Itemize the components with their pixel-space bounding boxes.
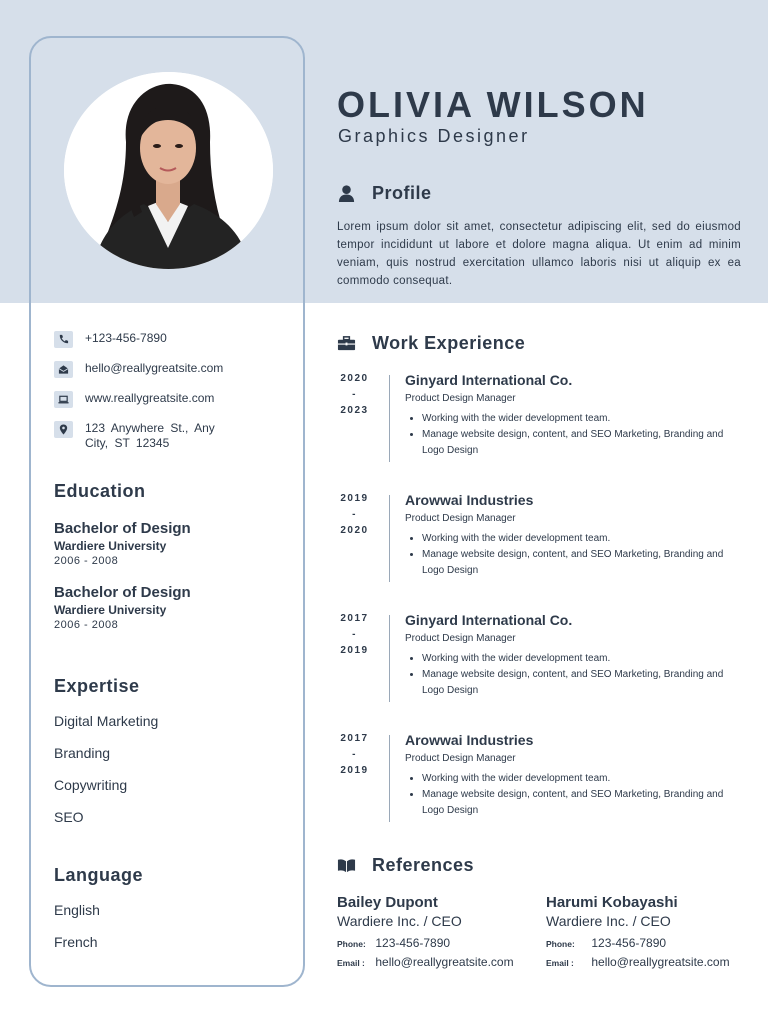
job-entry <box>337 491 724 585</box>
language-section <box>54 865 284 950</box>
reference-name: Bailey Dupont <box>337 894 438 911</box>
references-heading: References <box>372 855 475 875</box>
reference-card <box>337 893 552 971</box>
work-heading-row <box>337 333 525 354</box>
language-item: French <box>54 934 98 950</box>
education-degree: Bachelor of Design <box>54 584 191 601</box>
job-company: Ginyard International Co. <box>405 372 573 388</box>
job-details <box>405 371 725 459</box>
reference-phone-label: Phone: <box>337 939 366 949</box>
timeline-divider <box>389 735 390 822</box>
job-company: Arowwai Industries <box>405 492 534 508</box>
job-start-year: 2019 <box>340 493 369 504</box>
reference-email[interactable]: hello@reallygreatsite.com <box>375 955 514 969</box>
job-title: Product Design Manager <box>405 393 516 404</box>
education-years: 2006 - 2008 <box>54 555 119 567</box>
job-company: Ginyard International Co. <box>405 612 573 628</box>
language-item: English <box>54 902 100 918</box>
job-bullet: • Working with the wider development team. <box>422 411 725 427</box>
job-bullet-list <box>405 771 725 819</box>
profile-text: Lorem ipsum dolor sit amet, consectetur adipiscing elit, sed do eiusmod tempor incididunt ut labore et dolore magna aliqua. Ut enim ad minim veniam, quis nostrud exercitation ullamco laboris nisi ut aliquip ex ea commodo consequat. <box>337 221 741 287</box>
contact-list <box>54 331 254 464</box>
job-years <box>337 731 372 779</box>
job-years <box>337 371 372 419</box>
job-entry <box>337 371 724 465</box>
reference-name: Harumi Kobayashi <box>546 894 678 911</box>
job-bullet: • Working with the wider development team. <box>422 651 725 667</box>
profile-heading: Profile <box>372 183 432 203</box>
job-year-separator: - <box>352 749 357 760</box>
job-bullet: • Manage website design, content, and SEO Marketing, Branding and Logo Design <box>422 547 725 579</box>
briefcase-icon <box>337 334 356 353</box>
job-bullet: • Working with the wider development team. <box>422 771 725 787</box>
reference-company: Wardiere Inc. / CEO <box>546 913 671 929</box>
reference-phone-row <box>546 935 761 952</box>
phone-icon <box>54 331 73 348</box>
job-start-year: 2017 <box>340 733 369 744</box>
contact-phone-text[interactable]: +123-456-7890 <box>85 331 167 345</box>
job-company: Arowwai Industries <box>405 732 534 748</box>
job-end-year: 2019 <box>340 645 369 656</box>
contact-address <box>54 421 254 451</box>
candidate-role: Graphics Designer <box>338 126 530 146</box>
job-title: Product Design Manager <box>405 753 516 764</box>
reference-phone-row <box>337 935 552 952</box>
contact-email-text[interactable]: hello@reallygreatsite.com <box>85 361 224 375</box>
job-bullet: • Manage website design, content, and SEO Marketing, Branding and Logo Design <box>422 787 725 819</box>
timeline-divider <box>389 495 390 582</box>
job-bullet-list <box>405 411 725 459</box>
timeline-divider <box>389 375 390 462</box>
education-years: 2006 - 2008 <box>54 619 119 631</box>
location-pin-icon <box>54 421 73 438</box>
contact-phone <box>54 331 254 348</box>
education-degree: Bachelor of Design <box>54 520 191 537</box>
education-school: Wardiere University <box>54 603 167 617</box>
reference-company: Wardiere Inc. / CEO <box>337 913 462 929</box>
reference-email-row <box>546 954 761 971</box>
job-title: Product Design Manager <box>405 633 516 644</box>
expertise-item: SEO <box>54 809 84 825</box>
job-entry <box>337 611 724 705</box>
job-bullet: • Manage website design, content, and SEO Marketing, Branding and Logo Design <box>422 667 725 699</box>
expertise-item: Copywriting <box>54 777 128 793</box>
education-item <box>54 520 284 569</box>
reference-card <box>546 893 761 971</box>
profile-heading-row <box>337 183 432 204</box>
reference-phone[interactable]: 123-456-7890 <box>591 936 667 950</box>
job-years <box>337 611 372 659</box>
reference-email-label: Email : <box>546 958 574 968</box>
contact-website <box>54 391 254 408</box>
book-icon <box>337 856 356 875</box>
reference-email[interactable]: hello@reallygreatsite.com <box>591 955 730 969</box>
laptop-icon <box>54 391 73 408</box>
expertise-item: Branding <box>54 745 111 761</box>
education-item <box>54 584 284 633</box>
job-year-separator: - <box>352 629 357 640</box>
profile-photo <box>64 72 273 269</box>
job-bullet: • Working with the wider development team. <box>422 531 725 547</box>
education-heading: Education <box>54 481 146 501</box>
references-heading-row <box>337 855 474 876</box>
contact-address-text: 123 Anywhere St., Any City, ST 12345 <box>85 421 215 450</box>
job-year-separator: - <box>352 509 357 520</box>
reference-phone-label: Phone: <box>546 939 575 949</box>
job-start-year: 2017 <box>340 613 369 624</box>
mail-icon <box>54 361 73 378</box>
job-details <box>405 491 725 579</box>
education-school: Wardiere University <box>54 539 167 553</box>
person-icon <box>337 184 356 203</box>
job-details <box>405 731 725 819</box>
job-bullet: • Manage website design, content, and SEO Marketing, Branding and Logo Design <box>422 427 725 459</box>
reference-email-label: Email : <box>337 958 365 968</box>
candidate-name: OLIVIA WILSON <box>337 84 649 125</box>
job-year-separator: - <box>352 389 357 400</box>
portrait-illustration <box>64 72 273 269</box>
job-details <box>405 611 725 699</box>
timeline-divider <box>389 615 390 702</box>
job-end-year: 2023 <box>340 405 369 416</box>
job-bullet-list <box>405 651 725 699</box>
contact-website-text[interactable]: www.reallygreatsite.com <box>85 391 215 405</box>
job-years <box>337 491 372 539</box>
job-end-year: 2020 <box>340 525 369 536</box>
expertise-heading: Expertise <box>54 676 140 696</box>
job-bullet-list <box>405 531 725 579</box>
work-heading: Work Experience <box>372 333 526 353</box>
job-title: Product Design Manager <box>405 513 516 524</box>
reference-phone[interactable]: 123-456-7890 <box>375 936 451 950</box>
contact-email <box>54 361 254 378</box>
job-end-year: 2019 <box>340 765 369 776</box>
reference-email-row <box>337 954 552 971</box>
language-heading: Language <box>54 865 144 885</box>
job-start-year: 2020 <box>340 373 369 384</box>
expertise-item: Digital Marketing <box>54 713 159 729</box>
education-section <box>54 481 284 633</box>
expertise-section <box>54 676 284 825</box>
job-entry <box>337 731 724 825</box>
